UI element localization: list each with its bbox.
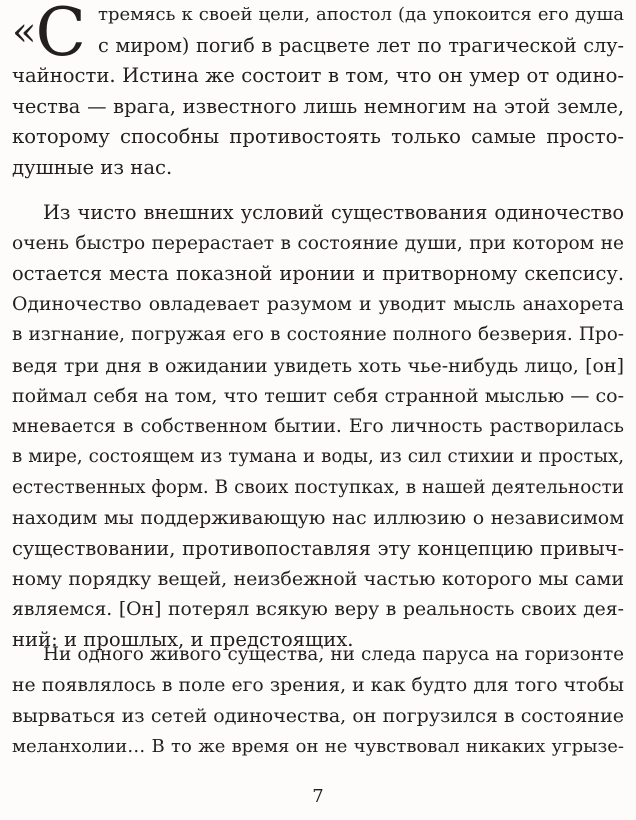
text-line: Ни одного живого существа, ни следа паруса на горизонте — [43, 644, 624, 665]
text-line: вырваться из сетей одиночества, он погрузился в состояние — [12, 705, 624, 727]
text-line: мневается в собственном бытии. Его личность растворилась — [12, 415, 624, 437]
drop-cap-letter: С — [35, 0, 86, 71]
text-line: очень быстро перерастает в состояние души, при котором не — [12, 232, 624, 254]
text-line: являемся. [Он] потерял всякую веру в реальность своих дея- — [12, 598, 624, 620]
text-line: существовании, противопоставляя эту концепцию привыч- — [12, 536, 624, 560]
text-line: не появлялось в поле его зрения, и как будто для того чтобы — [12, 674, 624, 696]
page-number: 7 — [312, 786, 324, 807]
text-line: чайности. Истина же состоит в том, что он умер от одино- — [12, 64, 624, 87]
text-line: ний: и прошлых, и предстоящих. — [12, 628, 354, 651]
text-line: душные из нас. — [12, 155, 173, 179]
text-line: ведя три дня в ожидании увидеть хоть чье-нибудь лицо, [он] — [12, 354, 624, 377]
drop-cap — [12, 0, 98, 71]
text-line: поймал себя на том, что тешит себя странной мыслью — со- — [12, 385, 624, 407]
paragraph-2 — [12, 198, 624, 656]
opening-quote-mark: « — [12, 9, 35, 55]
text-line: в изгнание, погружая его в состояние полного безверия. Про- — [12, 324, 624, 345]
text-line: ному порядку вещей, неизбежной частью которого мы сами — [12, 568, 624, 590]
text-line: остается места показной иронии и притворному скепсису. — [12, 262, 624, 285]
paragraph-3 — [12, 640, 624, 762]
text-line: тремясь к своей цели, апостол (да упокоится его душа — [98, 4, 624, 25]
text-line: в мире, состоящем из тумана и воды, из сил стихии и простых, — [12, 446, 624, 467]
paragraph-1 — [12, 0, 624, 183]
text-line: Из чисто внешних условий существования одиночество — [43, 201, 624, 224]
text-line: чества — врага, известного лишь немногим на этой земле, — [12, 94, 624, 118]
text-line: с миром) погиб в расцвете лет по трагической слу- — [98, 33, 624, 57]
text-line: Одиночество овладевает разумом и уводит мысль анахорета — [12, 293, 624, 315]
text-line: которому способны противостоять только самые просто- — [12, 125, 624, 148]
text-line: естественных форм. В своих поступках, в нашей деятельности — [12, 476, 624, 498]
text-line: находим мы поддерживающую нас иллюзию о независимом — [12, 507, 624, 529]
book-page — [12, 0, 624, 820]
text-line: меланхолии… В то же время он не чувствовал никаких угрызе- — [12, 735, 624, 757]
